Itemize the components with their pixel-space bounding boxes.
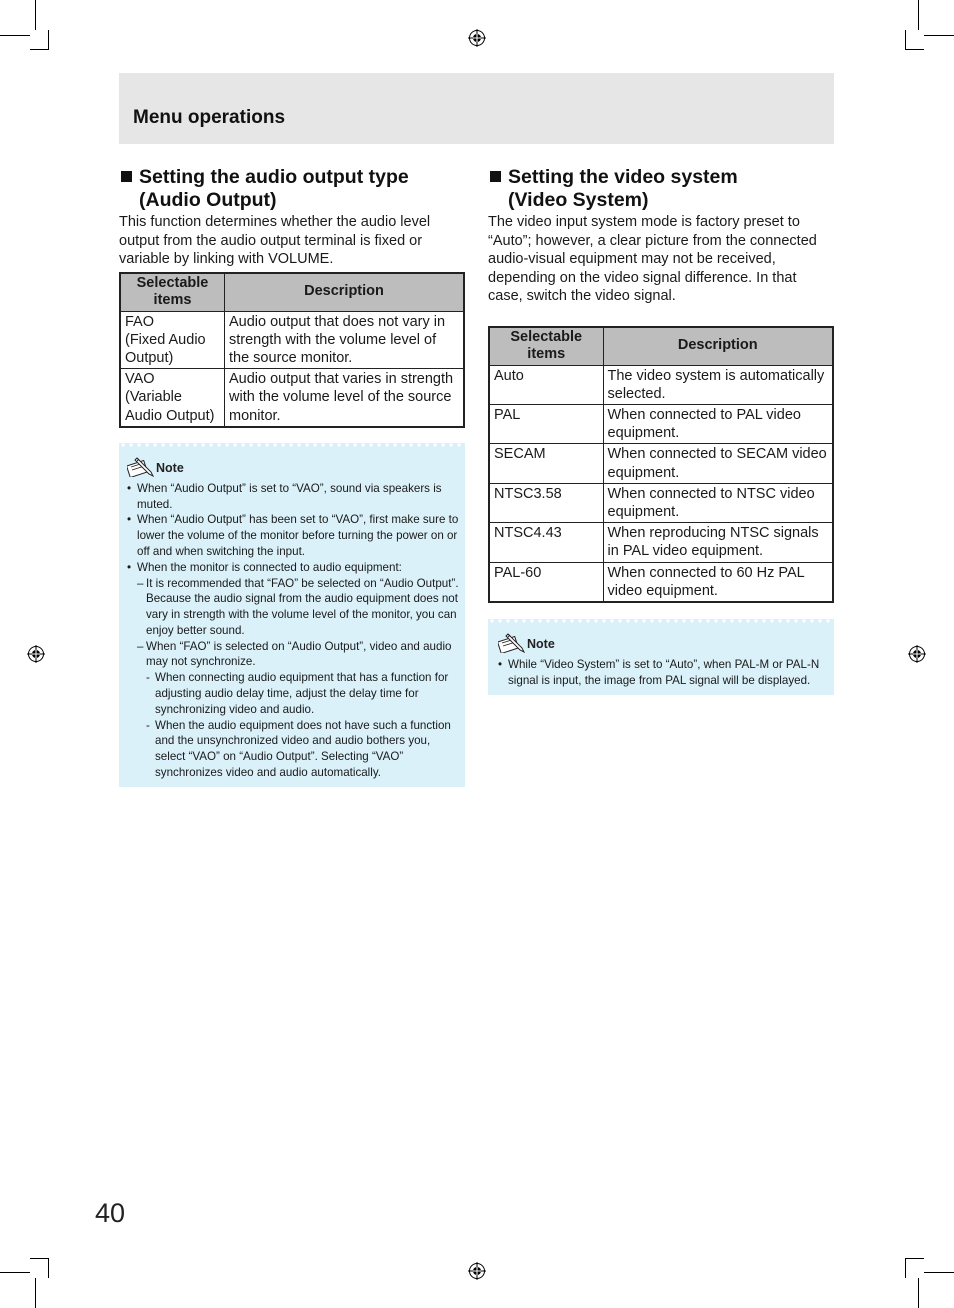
note-item: • When the monitor is connected to audio equipment: (127, 560, 459, 576)
note-item: • When “Audio Output” is set to “VAO”, sound via speakers is muted. (127, 481, 459, 513)
crop-mark (35, 0, 36, 30)
crop-mark (918, 1278, 919, 1308)
table-cell-item: FAO (Fixed Audio Output) (120, 311, 225, 369)
table-cell-description: When reproducing NTSC signals in PAL video equipment. (603, 523, 833, 562)
note-subsubitem: - When the audio equipment does not have such a function and the unsynchronized video and audio bothers you, select “VAO” on “Audio Output”. Selecting “VAO” synchronizes video and audio automatically. (127, 718, 459, 781)
table-cell-item: PAL-60 (489, 562, 603, 602)
audio-note-list (127, 481, 459, 781)
table-cell-item: NTSC4.43 (489, 523, 603, 562)
crop-mark (0, 35, 30, 36)
audio-section-intro: This function determines whether the audio level output from the audio output terminal is fixed or variable by linking with VOLUME. (119, 214, 431, 267)
audio-section-title: Setting the audio output type (Audio Output) (119, 166, 465, 212)
note-item: • While “Video System” is set to “Auto”, when PAL-M or PAL-N signal is input, the image from PAL signal will be displayed. (498, 657, 824, 689)
video-note-box (488, 619, 834, 695)
audio-output-section (119, 166, 465, 787)
table-row (489, 523, 833, 562)
crop-mark (48, 30, 49, 50)
pencil-note-icon (498, 631, 526, 653)
crop-mark (918, 0, 919, 30)
table-cell-item: Auto (489, 365, 603, 404)
registration-mark-icon (468, 1262, 486, 1280)
registration-mark-icon (468, 29, 486, 47)
table-cell-item: SECAM (489, 444, 603, 483)
table-header-items: Selectable items (120, 273, 225, 312)
table-header-items: Selectable items (489, 327, 603, 366)
registration-mark-icon (27, 645, 45, 663)
table-header-description: Description (603, 327, 833, 366)
crop-mark (30, 49, 49, 50)
table-row (489, 562, 833, 602)
table-cell-description: When connected to SECAM video equipment. (603, 444, 833, 483)
table-header-row (489, 327, 833, 366)
table-cell-description: When connected to 60 Hz PAL video equipment. (603, 562, 833, 602)
crop-mark (35, 1278, 36, 1308)
pencil-note-icon (127, 455, 155, 477)
table-cell-description: Audio output that varies in strength with the volume level of the source monitor. (225, 369, 465, 427)
note-subitem: – It is recommended that “FAO” be selected on “Audio Output”. Because the audio signal from the audio equipment does not vary in strength with the volume level of the monitor, you can enjoy better sound. (127, 576, 459, 639)
table-cell-item: VAO (Variable Audio Output) (120, 369, 225, 427)
note-dotted-edge (119, 443, 465, 449)
video-system-section (488, 166, 834, 695)
crop-mark (924, 1272, 954, 1273)
table-cell-description: Audio output that does not vary in strength with the volume level of the source monitor. (225, 311, 465, 369)
table-header-row (120, 273, 464, 312)
page-title: Menu operations (133, 107, 286, 128)
table-cell-description: When connected to NTSC video equipment. (603, 483, 833, 522)
crop-mark (905, 1258, 924, 1259)
page-number: 40 (95, 1198, 126, 1228)
video-section-title: Setting the video system (Video System) (488, 166, 834, 212)
note-dotted-edge (488, 619, 834, 625)
crop-mark (48, 1258, 49, 1278)
crop-mark (905, 49, 924, 50)
video-section-intro: The video input system mode is factory preset to “Auto”; however, a clear picture from the connected audio-visual equipment may not be received, depending on the video signal difference. In that case, switch the video signal. (488, 214, 817, 304)
square-bullet-icon (121, 171, 132, 182)
table-cell-description: When connected to PAL video equipment. (603, 404, 833, 443)
video-note-list (498, 657, 824, 689)
video-system-table (488, 326, 834, 603)
crop-mark (30, 1258, 49, 1259)
table-row (120, 369, 464, 427)
crop-mark (905, 1258, 906, 1278)
note-subsubitem: - When connecting audio equipment that has a function for adjusting audio delay time, adjust the delay time for synchronizing video and audio. (127, 670, 459, 717)
square-bullet-icon (490, 171, 501, 182)
note-heading: Note (498, 631, 824, 653)
table-row (120, 311, 464, 369)
note-heading: Note (127, 455, 459, 477)
table-row (489, 404, 833, 443)
note-subitem: – When “FAO” is selected on “Audio Output”, video and audio may not synchronize. (127, 639, 459, 671)
table-row (489, 444, 833, 483)
crop-mark (924, 35, 954, 36)
note-item: • When “Audio Output” has been set to “VAO”, first make sure to lower the volume of the monitor before turning the power on or off and when switching the input. (127, 512, 459, 559)
table-cell-description: The video system is automatically selected. (603, 365, 833, 404)
registration-mark-icon (908, 645, 926, 663)
table-row (489, 365, 833, 404)
header-band (119, 73, 834, 144)
crop-mark (905, 30, 906, 50)
table-header-description: Description (225, 273, 465, 312)
audio-note-box (119, 443, 465, 787)
crop-mark (0, 1272, 30, 1273)
table-cell-item: PAL (489, 404, 603, 443)
audio-output-table (119, 272, 465, 428)
table-row (489, 483, 833, 522)
table-cell-item: NTSC3.58 (489, 483, 603, 522)
